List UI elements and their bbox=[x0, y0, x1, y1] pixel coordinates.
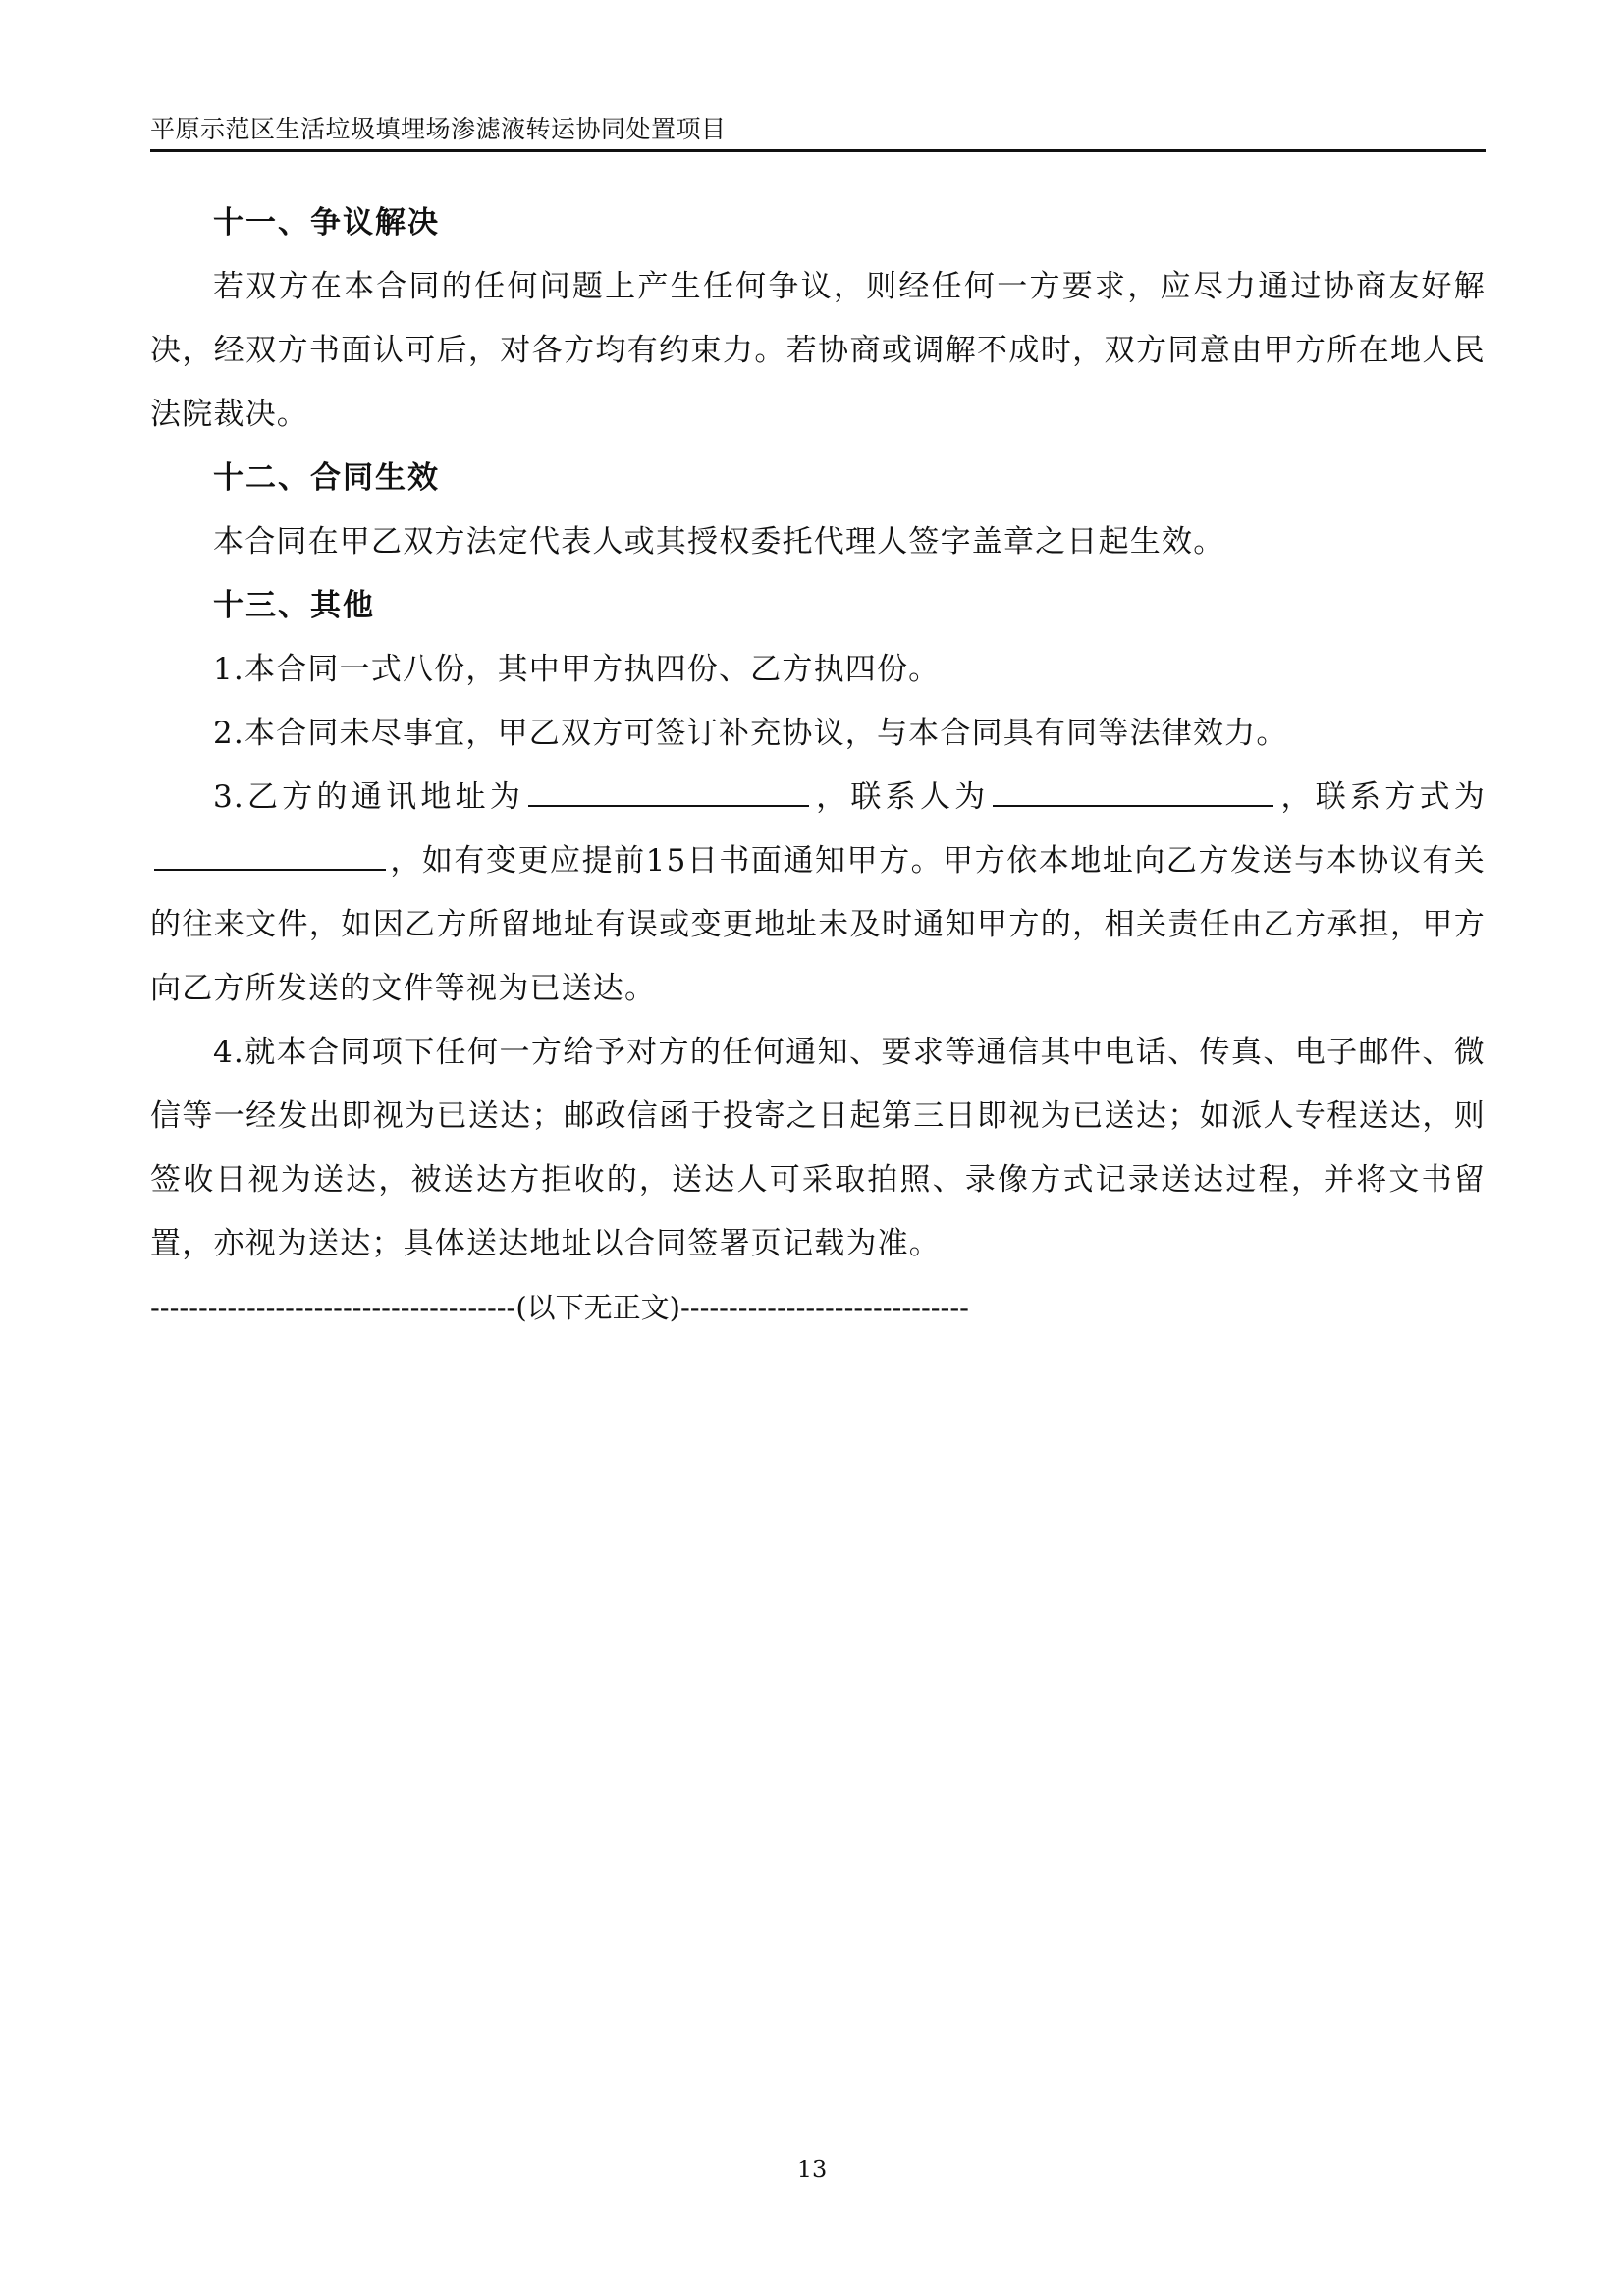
clause-3-contact-details bbox=[150, 766, 1486, 1021]
clause-2-supplementary-agreement: 2.本合同未尽事宜，甲乙双方可签订补充协议，与本合同具有同等法律效力。 bbox=[213, 716, 1288, 751]
page-number: 13 bbox=[796, 2156, 828, 2183]
address-blank bbox=[528, 772, 809, 807]
clause-3-text-contact-method: ，联系方式为 bbox=[1277, 779, 1487, 815]
document-body bbox=[150, 191, 1486, 1340]
clause-3-text-remainder: ，如有变更应提前15日书面通知甲方。甲方依本地址向乙方发送与本协议有关的往来文件，如因乙方所留地址有误或变更地址未及时通知甲方的，相关责任由乙方承担，甲方向乙方所发送的文件等视为已送达。 bbox=[150, 843, 1486, 1006]
paragraph-dispute-resolution: 若双方在本合同的任何问题上产生任何争议，则经任何一方要求，应尽力通过协商友好解决，经双方书面认可后，对各方均有约束力。若协商或调解不成时，双方同意由甲方所在地人民法院裁决。 bbox=[150, 269, 1486, 432]
section-heading-other: 十三、其他 bbox=[213, 588, 375, 623]
section-heading-contract-effectiveness: 十二、合同生效 bbox=[213, 460, 440, 496]
clause-4-notices: 4.就本合同项下任何一方给予对方的任何通知、要求等通信其中电话、传真、电子邮件、微信等一经发出即视为已送达；邮政信函于投寄之日起第三日即视为已送达；如派人专程送达，则签收日视为送达，被送达方拒收的，送达人可采取拍照、录像方式记录送达过程，并将文书留置，亦视为送达；具体送达地址以合同签署页记载为准。 bbox=[150, 1035, 1486, 1261]
clause-3-text-contact-person: ，联系人为 bbox=[813, 779, 990, 815]
paragraph-contract-effectiveness: 本合同在甲乙双方法定代表人或其授权委托代理人签字盖章之日起生效。 bbox=[213, 524, 1225, 560]
end-of-text-marker: --------------------------------------(以下无正文)------------------------------ bbox=[150, 1291, 969, 1324]
running-header: 平原示范区生活垃圾填埋场渗滤液转运协同处置项目 bbox=[150, 115, 727, 143]
contact-person-blank bbox=[993, 772, 1273, 807]
header-rule bbox=[150, 149, 1486, 152]
clause-3-text-address: 3.乙方的通讯地址为 bbox=[213, 779, 525, 815]
contact-method-blank bbox=[154, 835, 386, 871]
clause-1-copies: 1.本合同一式八份，其中甲方执四份、乙方执四份。 bbox=[213, 652, 941, 687]
section-heading-dispute-resolution: 十一、争议解决 bbox=[213, 205, 440, 240]
